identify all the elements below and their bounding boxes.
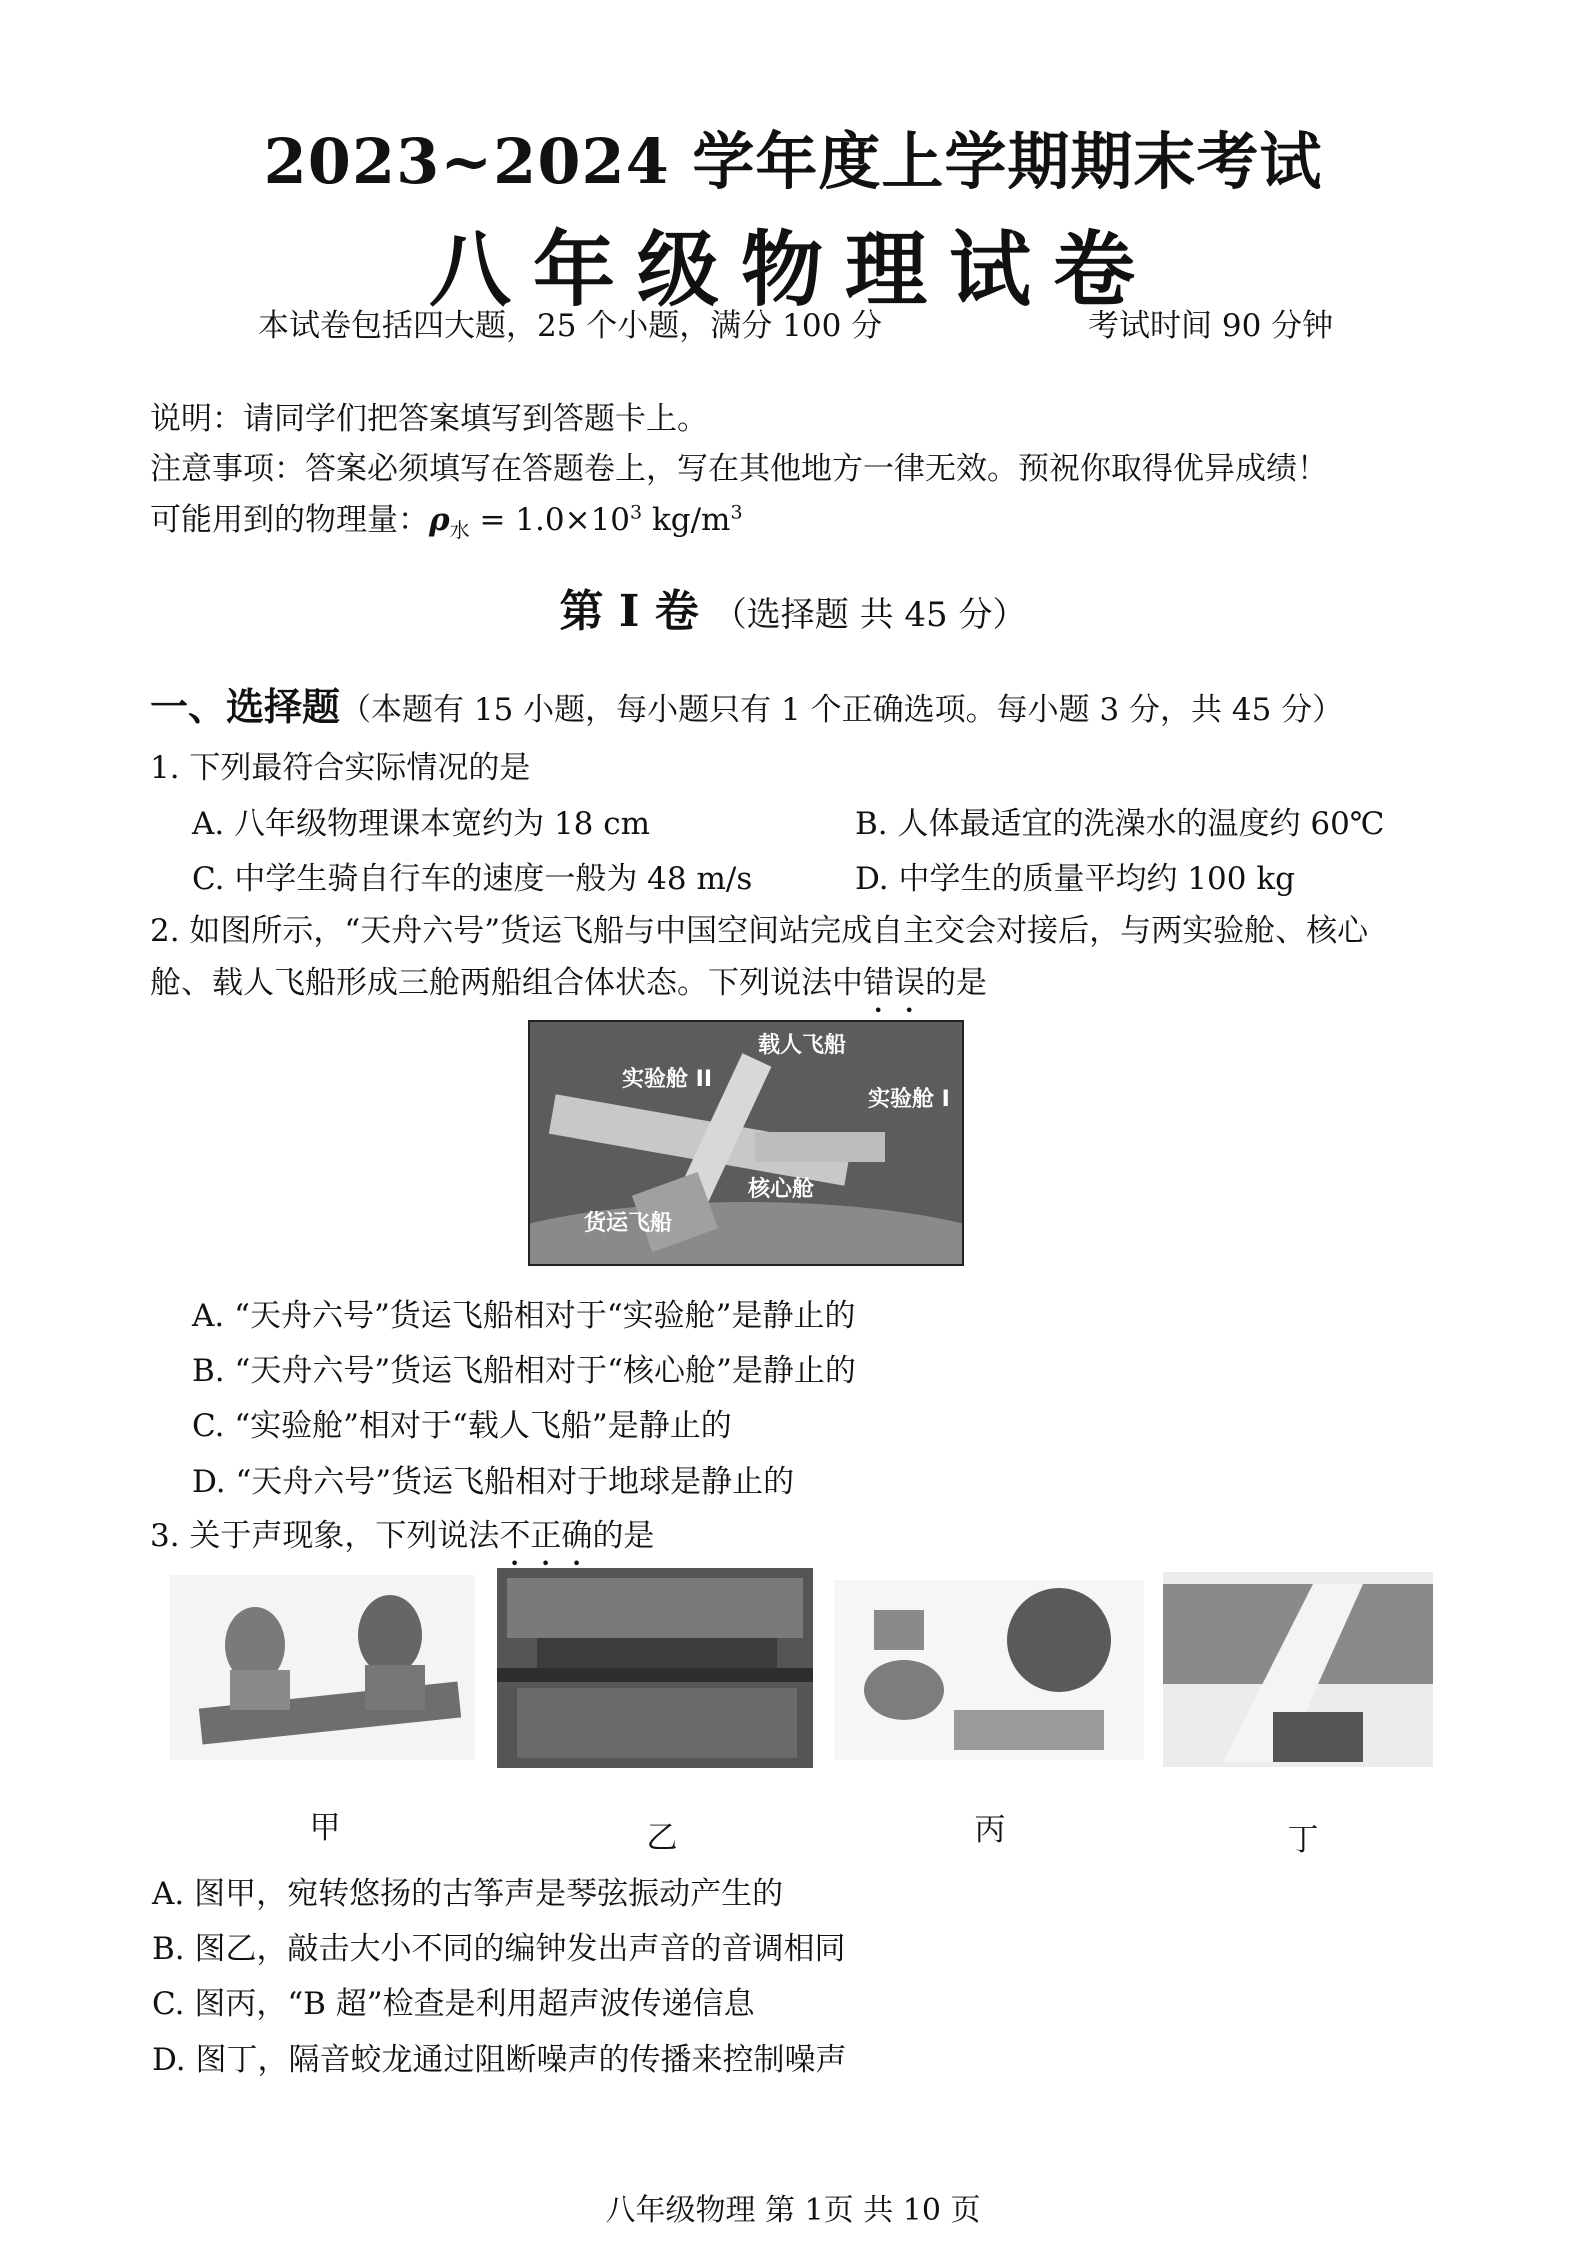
caption-jia: 甲 [309, 1810, 341, 1846]
rho-subscript: 水 [449, 518, 470, 543]
section-subtitle: （选择题 共 45 分） [712, 595, 1027, 635]
caption-ding: 丁 [1287, 1822, 1319, 1858]
bianzhong-image [497, 1568, 813, 1768]
rho-unit: kg/m [642, 502, 731, 538]
q3-option-d: D. 图丁，隔音蛟龙通过阻断噪声的传播来控制噪声 [152, 2042, 847, 2078]
guzheng-drawing [170, 1575, 475, 1760]
rho-unit-exponent: 3 [730, 501, 743, 524]
q1-option-c: C. 中学生骑自行车的速度一般为 48 m/s [192, 861, 753, 897]
q2-option-c: C. “实验舱”相对于“载人飞船”是静止的 [192, 1408, 732, 1444]
section-title: 第 I 卷 [559, 586, 699, 637]
paper-info: 本试卷包括四大题，25 个小题，满分 100 分 [258, 308, 883, 344]
q2-option-a: A. “天舟六号”货运飞船相对于“实验舱”是静止的 [192, 1298, 856, 1334]
label-lab-module-1: 实验舱 I [868, 1087, 950, 1112]
label-lab-module-2: 实验舱 II [622, 1067, 713, 1092]
noise-barrier-drawing [1163, 1572, 1433, 1767]
q3-option-c: C. 图丙，“B 超”检查是利用超声波传递信息 [152, 1986, 755, 2022]
page-footer: 八年级物理 第 1页 共 10 页 [605, 2193, 981, 2228]
part-description: （本题有 15 小题，每小题只有 1 个正确选项。每小题 3 分，共 45 分） [340, 692, 1344, 728]
q2-stem-end: 的是 [925, 965, 987, 1001]
q3-option-a: A. 图甲，宛转悠扬的古筝声是琴弦振动产生的 [152, 1876, 784, 1912]
q3-stem-text: 3. 关于声现象，下列说法 [150, 1518, 500, 1554]
part-heading [150, 676, 1343, 731]
physical-constants [150, 494, 743, 543]
q3-stem-end: 的是 [592, 1518, 655, 1554]
noise-barrier-image [1163, 1572, 1433, 1767]
q2-option-d: D. “天舟六号”货运飞船相对于地球是静止的 [192, 1464, 795, 1500]
q1-option-d: D. 中学生的质量平均约 100 kg [855, 861, 1295, 897]
q1-option-b: B. 人体最适宜的洗澡水的温度约 60℃ [855, 806, 1385, 842]
section-heading [0, 575, 1586, 639]
paper-title: 八年级物理试卷 [428, 222, 1157, 318]
exam-time: 考试时间 90 分钟 [1088, 308, 1334, 344]
caption-bing: 丙 [974, 1812, 1006, 1848]
label-core-module: 核心舱 [748, 1177, 815, 1202]
label-manned-ship: 载人飞船 [758, 1033, 847, 1058]
rho-symbol: ρ [429, 502, 450, 538]
q2-stem-line1: 2. 如图所示，“天舟六号”货运飞船与中国空间站完成自主交会对接后，与两实验舱、核心 [150, 913, 1369, 949]
q2-emphasis: 错误 [863, 965, 925, 1001]
q1-stem: 1. 下列最符合实际情况的是 [150, 750, 531, 786]
b-ultrasound-image [834, 1580, 1144, 1760]
q2-stem-text: 舱、载人飞船形成三舱两船组合体状态。下列说法中 [150, 965, 863, 1001]
guzheng-image [170, 1575, 475, 1760]
b-ultrasound-drawing [834, 1580, 1144, 1760]
part-title: 一、选择题 [150, 684, 341, 729]
q3-stem [150, 1510, 654, 1573]
space-station-image [528, 1020, 964, 1266]
exam-title: 2023~2024 学年度上学期期末考试 [263, 125, 1323, 198]
attention-notes: 注意事项：答案必须填写在答题卷上，写在其他地方一律无效。预祝你取得优异成绩！ [150, 451, 1328, 487]
caption-yi: 乙 [646, 1820, 678, 1856]
label-cargo-ship: 货运飞船 [584, 1211, 673, 1236]
q1-option-a: A. 八年级物理课本宽约为 18 cm [192, 806, 651, 842]
q2-option-b: B. “天舟六号”货运飞船相对于“核心舱”是静止的 [192, 1353, 856, 1389]
q3-option-b: B. 图乙，敲击大小不同的编钟发出声音的音调相同 [152, 1931, 846, 1967]
rho-value: = 1.0×10 [469, 502, 631, 538]
q2-stem-line2 [150, 957, 987, 1020]
bianzhong-drawing [497, 1568, 813, 1768]
rho-exponent: 3 [630, 501, 643, 524]
constants-label: 可能用到的物理量： [150, 502, 429, 538]
instructions: 说明：请同学们把答案填写到答题卡上。 [150, 401, 708, 437]
q3-emphasis: 不正确 [499, 1518, 593, 1554]
